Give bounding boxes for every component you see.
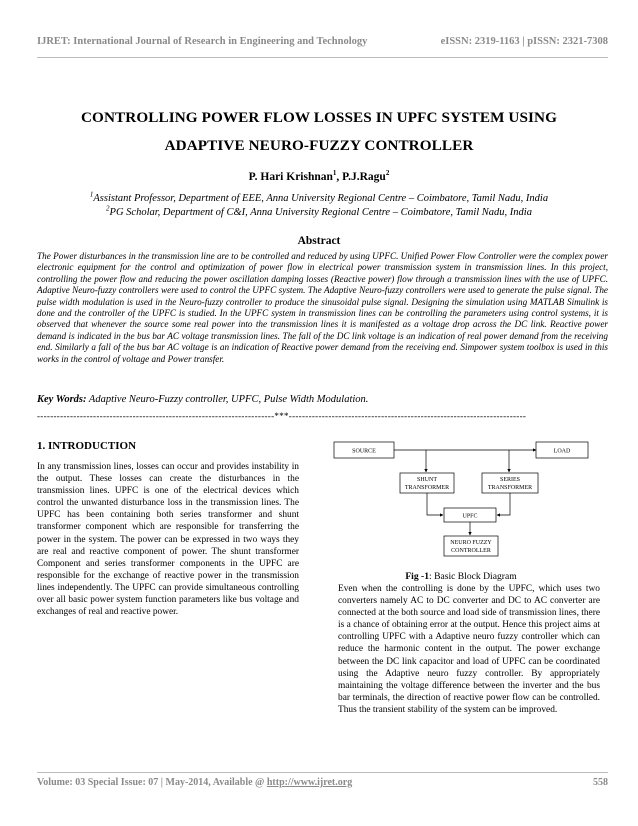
figure-caption-text: : Basic Block Diagram [429,571,517,582]
footer-volume-text: Volume: 03 Special Issue: 07 | May-2014, Available @ [37,777,267,788]
footer-rule [37,772,608,773]
neuro-fuzzy-label-1: NEURO FUZZY [450,540,492,546]
section-separator: ------------------------------------------------------------------------***------------------------------------------------------------------------ [37,411,527,421]
source-label: SOURCE [352,448,376,455]
author-1-sup: 1 [332,169,337,178]
affiliation-1 [30,192,608,206]
section-heading: 1. INTRODUCTION [37,440,137,452]
keywords-label: Key Words: [37,394,87,405]
abstract-heading: Abstract [297,235,341,247]
shunt-to-upfc [427,493,443,515]
figure-caption [330,571,592,582]
shunt-label-2: TRANSFORMER [404,485,450,491]
affiliations [30,192,608,220]
keywords [37,394,608,405]
running-footer [37,777,608,788]
affiliation-1-text: Assistant Professor, Department of EEE, Anna University Regional Centre – Coimbatore, Tamil Nadu, India [93,193,549,204]
series-label-2: TRANSFORMER [487,485,533,491]
affiliation-2-text: PG Scholar, Department of C&I, Anna University Regional Centre – Coimbatore, Tamil Nadu, India [109,207,532,218]
authors [30,171,608,183]
figure-caption-label: Fig -1 [405,571,430,582]
shunt-label-1: SHUNT [416,477,438,483]
header-rule [37,57,608,58]
keywords-text: Adaptive Neuro-Fuzzy controller, UPFC, Pulse Width Modulation. [86,394,369,405]
author-1: P. Hari Krishnan [248,171,333,183]
abstract-text: The Power disturbances in the transmission line are to be controlled and reduced by using UPFC. Unified Power Flow Controller were the complex power electronic equipment for the control and optimization of power flow in electrical power transmission system in transmission lines. In this project, controlling the power flow and reducing the power oscillation damping losses (Reactive power) flow through a transmission lines with the use of UPFC. Adaptive Neuro-fuzzy controllers were used to control the UPFC system. The Adaptive Neuro-fuzzy controllers were used to generate the pulse signal. The pulse width modulation is used in the Neuro-fuzzy controller to produce the sinusoidal pulse signal. Designing the simulation using MATLAB Simulink is done and the controller of the UPFC is studied. In the UPFC system in transmission lines can be controlling the parameters using control systems, it is observed that whenever the source some real power into the transmission lines it is manifested as a voltage drop across the DC link. Reactive power demand is indicated in the bus bar AC voltage transmission lines. The fall of the DC link voltage is an indication of real power demand from the receiving end. Similarly a fall of the bus bar AC voltage is an indication of Reactive power demand from the receiving end. Simpower system toolbox is used in this works in the control of voltage and Power transfer. [37,251,608,364]
upfc-label: UPFC [462,513,478,520]
series-to-upfc [497,493,510,515]
title-line-2: ADAPTIVE NEURO-FUZZY CONTROLLER [164,137,474,154]
running-header [37,36,608,47]
neuro-fuzzy-label-2: CONTROLLER [451,548,491,554]
block-diagram [330,436,592,566]
load-label: LOAD [553,448,571,455]
paper-title [30,104,608,160]
author-sep: , [336,171,343,183]
affiliation-2 [30,206,608,220]
footer-volume [37,777,352,788]
author-2: P.J.Ragu [342,171,386,183]
issn: eISSN: 2319-1163 | pISSN: 2321-7308 [440,36,608,47]
page-number: 558 [593,777,608,788]
intro-paragraph-right: Even when the controlling is done by the UPFC, which uses two converters namely AC to DC converter and DC to AC converter are connected at the both source and load side of transmission lines, there is a chance of obtaining error at the output. Hence this project aims at controlling UPFC with a Adaptive neuro fuzzy controller which can reduce the harmonic content in the output. The power exchange between the DC link capacitor and load of UPFC can be coordinated using the Adaptive neuro fuzzy controller. By appropriately maintaining the voltage difference between the inverter and the bus bar terminals, the direction of reactive power flow can be controlled. Thus the transient stability of the system can be improved. [338,584,600,715]
series-label-1: SERIES [499,477,521,483]
affiliation-1-sup: 1 [89,190,94,199]
title-line-1: CONTROLLING POWER FLOW LOSSES IN UPFC SYSTEM USING [80,109,558,126]
affiliation-2-sup: 2 [106,204,110,213]
journal-url-link[interactable]: http://www.ijret.org [266,777,353,788]
journal-name: IJRET: International Journal of Research in Engineering and Technology [37,36,368,47]
author-2-sup: 2 [385,169,390,178]
intro-paragraph-left: In any transmission lines, losses can occur and provides instability in the output. These losses can create the disturbances in the transmission lines. UPFC is one of the electrical devices which control the unwanted disturbance loss in the transmission lines. The UPFC has been containing both series transformer and shunt transformer component which are responsible for transferring the power in the system. The power can be expressed in two ways they are real and reactive component of power. The shunt transformer Component and series transformer components in the UPFC are responsible for the exchange of reactive power in the transmission lines independently. The UPFC can provide simultaneous controlling over all basic power system function parameters like bus voltage and exchanges of real and reactive power. [37,462,299,618]
